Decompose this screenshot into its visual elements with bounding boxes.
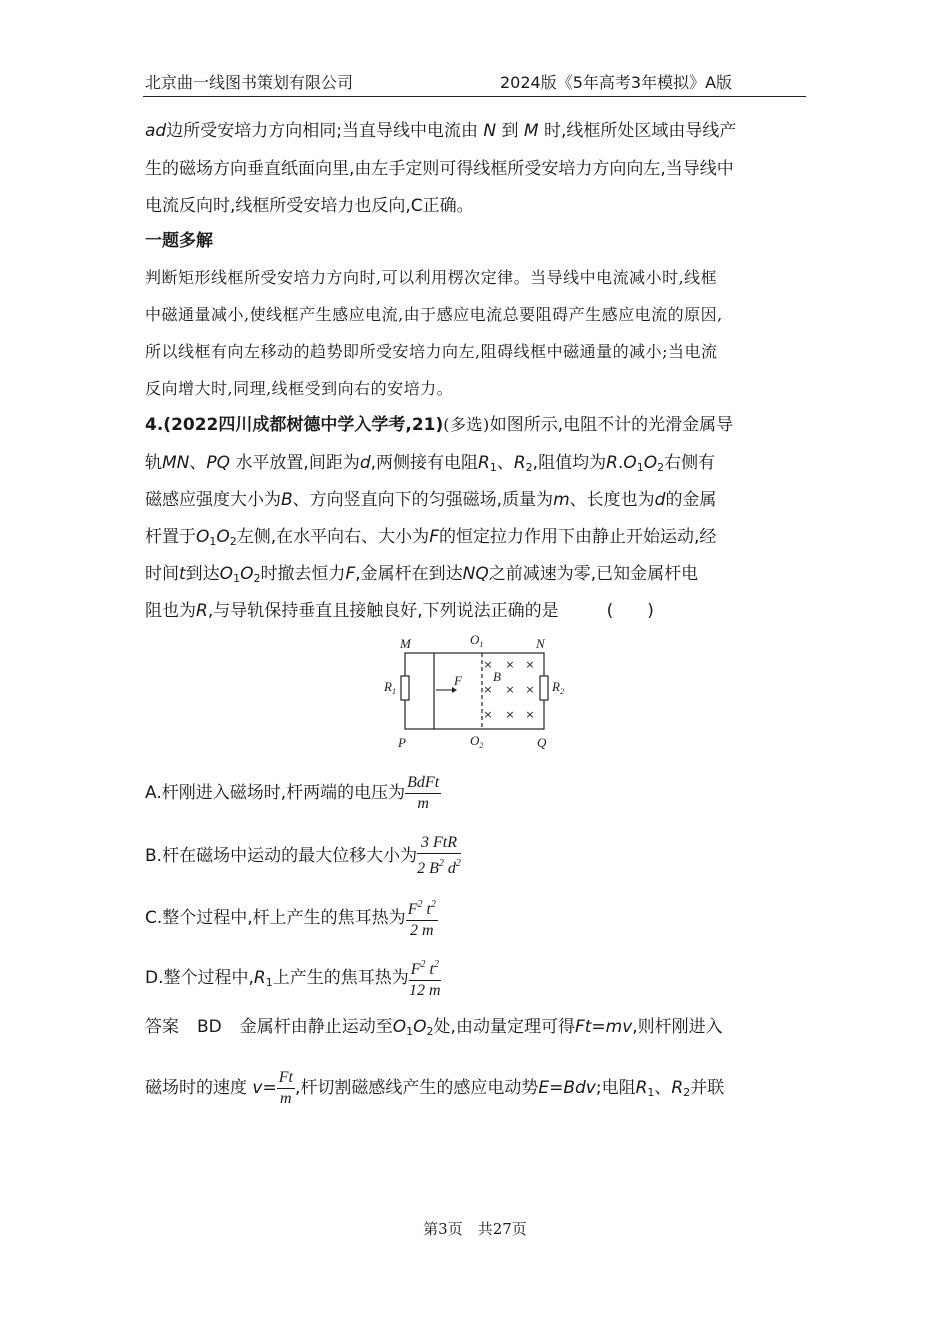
text-line: ad边所受安培力方向相同;当直导线中电流由 N 到 M 时,线框所处区域由导线产: [145, 121, 737, 141]
option-d: D.整个过程中$,R_1$上产生的焦耳热为 $\frac{F^2 t^2}{12 m}$: [145, 955, 810, 1005]
text-line: 生的磁场方向垂直纸面向里,由左手定则可得线框所受安培力方向向左,当导线中: [145, 159, 734, 179]
solution-line: 判断矩形线框所受安培力方向时,可以利用楞次定律。当导线中电流减小时,线框: [145, 268, 718, 287]
circuit-diagram: [378, 630, 578, 752]
solution-line: 中磁通量减小,使线框产生感应电流,由于感应电流总要阻碍产生感应电流的原因,: [145, 305, 723, 324]
question-number: 4.: [145, 415, 164, 435]
field-cross: ×: [483, 708, 493, 721]
field-cross: ×: [525, 658, 535, 671]
solution-line: 反向增大时,同理,线框受到向右的安培力。: [145, 379, 454, 398]
answer-blank: ( ): [606, 601, 654, 621]
solution-line: 所以线框有向左移动的趋势即所受安培力向左,阻碍线框中磁通量的减小;当电流: [145, 342, 718, 361]
page-footer: 第3页 共27页: [423, 1220, 527, 1238]
question-type: (多选): [443, 415, 490, 434]
question-line: 轨MN、PQ 水平放置,间距为d,两侧接有电阻$R_1$、$R_2$,阻值均为$R.O_1O_2$右侧有: [145, 453, 716, 474]
field-cross: ×: [505, 658, 515, 671]
label-q: Q: [537, 735, 547, 750]
answer-line: 磁场时的速度 v= $\frac{Ft}{m}$ ,杆切割磁感线产生的感应电动势E=Bdv;电阻$R_1$、$R_2$并联: [145, 1068, 725, 1107]
section-title: 一题多解: [145, 231, 213, 251]
field-cross: ×: [525, 708, 535, 721]
header-publisher: 北京曲一线图书策划有限公司: [145, 73, 354, 92]
text-line: 电流反向时,线框所受安培力也反向,C正确。: [145, 196, 474, 216]
field-cross: ×: [483, 658, 493, 671]
rail-frame: [405, 653, 544, 729]
answer-label: 答案: [145, 1017, 179, 1037]
fraction: $\frac{Ft}{m}$: [278, 1068, 293, 1107]
label-p: P: [398, 735, 406, 750]
option-b: B.杆在磁场中运动的最大位移大小为 $\frac{\text{3 FtR}}{2 B^2 d^2}$: [145, 834, 461, 877]
question-line: 磁感应强度大小为B、方向竖直向下的匀强磁场,质量为m、长度也为d的金属: [145, 490, 717, 510]
label-n: N: [536, 636, 545, 651]
answer-line: 答案 BD 金属杆由静止运动至$O_1O_2$处,由动量定理可得Ft=mv,则杆刚进入: [145, 1017, 723, 1038]
question-line: 阻也为R,与导轨保持垂直且接触良好,下列说法正确的是 ( ): [145, 601, 654, 621]
label-r1: $R_1$: [384, 679, 396, 696]
label-o2: $O_2$: [470, 733, 484, 750]
label-r2: $R_2$: [552, 679, 564, 696]
label-m: M: [400, 636, 411, 651]
fraction: $\frac{F^2 t^2}{12 m}$: [409, 955, 441, 1001]
label-o1: $O_1$: [470, 632, 484, 649]
field-cross: ×: [505, 683, 515, 696]
field-cross: ×: [483, 683, 493, 696]
question-line: 4.(2022四川成都树德中学入学考,21)(多选)如图所示,电阻不计的光滑金属导: [145, 415, 734, 435]
fraction: $\frac{F^2 t^2}{2 m}$: [406, 895, 438, 941]
field-cross: ×: [525, 683, 535, 696]
option-c: C.整个过程中,杆上产生的焦耳热为 $\frac{F^2 t^2}{2 m}$: [145, 895, 810, 941]
label-f: F: [454, 673, 462, 688]
fraction: $\frac{\text{BdFt}}{m}$: [407, 773, 440, 812]
header-book-title: 2024版《5年高考3年模拟》A版: [500, 73, 733, 92]
question-line: 杆置于$O_1O_2$左侧,在水平向右、大小为F的恒定拉力作用下由静止开始运动,经: [145, 527, 717, 548]
resistor-r1: [401, 676, 409, 700]
question-source: (2022四川成都树德中学入学考,21): [163, 415, 444, 435]
option-a: A.杆刚进入磁场时,杆两端的电压为 $\frac{\text{BdFt}}{m}$: [145, 773, 440, 812]
fraction: $\frac{\text{3 FtR}}{2 B^2 d^2}$: [417, 834, 461, 877]
header-rule: [143, 96, 806, 97]
field-cross: ×: [505, 708, 515, 721]
question-line: 时间t到达$O_1O_2$时撤去恒力F,金属杆在到达NQ之前减速为零,已知金属杆电: [145, 564, 699, 585]
answer-value: BD: [197, 1017, 222, 1037]
resistor-r2: [540, 676, 548, 700]
label-b: B: [493, 669, 501, 684]
